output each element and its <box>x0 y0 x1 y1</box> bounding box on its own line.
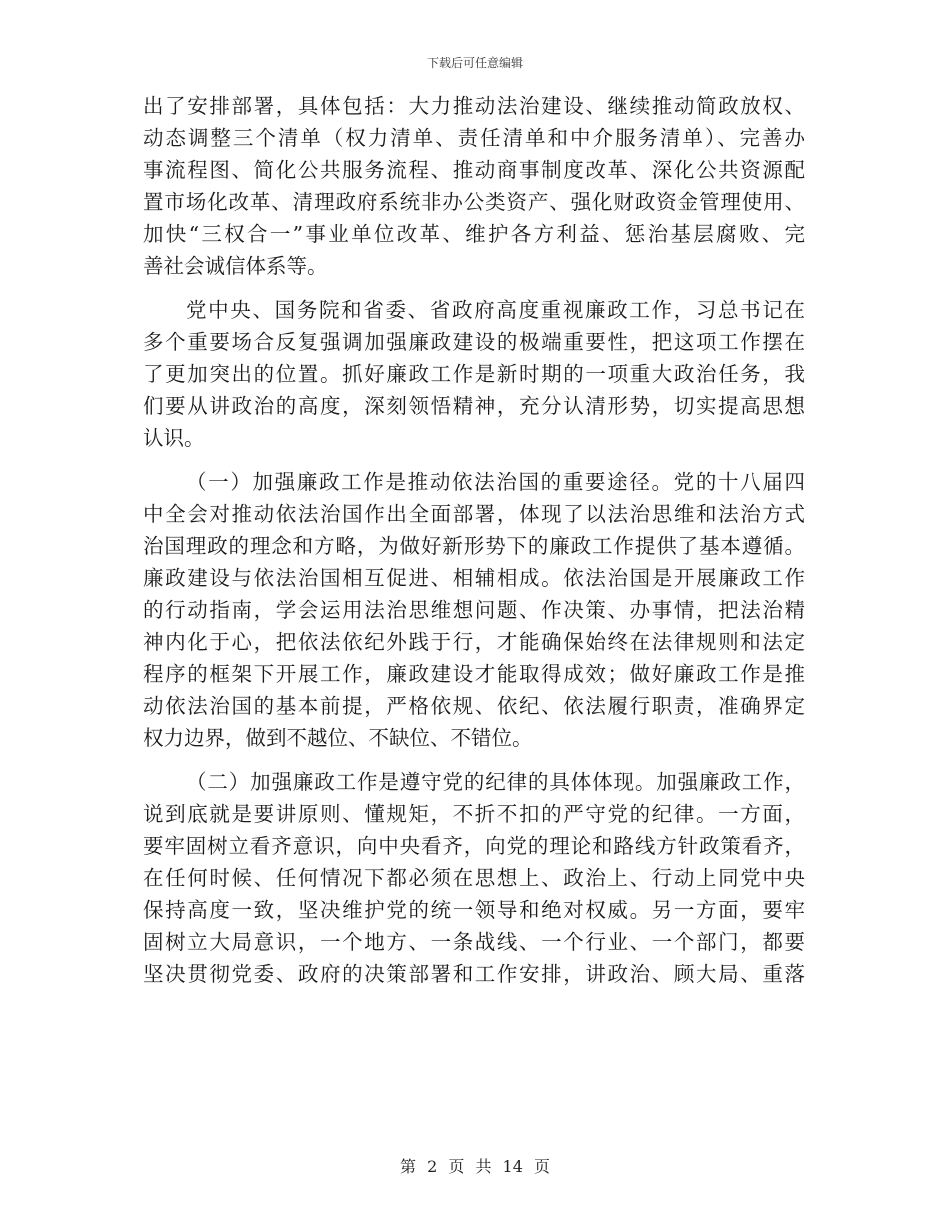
text-line: 的行动指南，学会运用法治思维想问题、作决策、办事情，把法治精 <box>143 598 805 622</box>
page-number: 第 2 页 共 14 页 <box>400 1157 550 1176</box>
text-line: 加快“三权合一”事业单位改革、维护各方利益、惩治基层腐败、完 <box>143 222 805 246</box>
text-line: 置市场化改革、清理政府系统非办公类资产、强化财政资金管理使用、 <box>143 190 805 214</box>
text-line: 治国理政的理念和方略，为做好新形势下的廉政工作提供了基本遵循。 <box>143 534 805 558</box>
page-header: 下载后可任意编辑 <box>426 56 523 70</box>
text-line: 事流程图、简化公共服务流程、推动商事制度改革、深化公共资源配 <box>143 158 805 182</box>
document-body <box>143 90 805 990</box>
text-line: 党中央、国务院和省委、省政府高度重视廉政工作，习总书记在 <box>186 298 805 322</box>
text-line: 坚决贯彻党委、政府的决策部署和工作安排，讲政治、顾大局、重落 <box>143 962 805 986</box>
text-line: 在任何时候、任何情况下都必须在思想上、政治上、行动上同党中央 <box>143 866 805 890</box>
text-line: 多个重要场合反复强调加强廉政建设的极端重要性，把这项工作摆在 <box>143 330 805 354</box>
text-line: 中全会对推动依法治国作出全面部署，体现了以法治思维和法治方式 <box>143 502 805 526</box>
text-line: （二）加强廉政工作是遵守党的纪律的具体体现。加强廉政工作， <box>186 770 805 794</box>
text-line: 们要从讲政治的高度，深刻领悟精神，充分认清形势，切实提高思想 <box>143 394 805 418</box>
text-line: 说到底就是要讲原则、懂规矩，不折不扣的严守党的纪律。一方面， <box>143 802 805 826</box>
text-line: 要牢固树立看齐意识，向中央看齐，向党的理论和路线方针政策看齐， <box>143 834 805 858</box>
text-line: 神内化于心，把依法依纪外践于行，才能确保始终在法律规则和法定 <box>143 630 805 654</box>
text-line: 出了安排部署，具体包括：大力推动法治建设、继续推动简政放权、 <box>143 94 805 118</box>
text-line: 廉政建设与依法治国相互促进、相辅相成。依法治国是开展廉政工作 <box>143 566 805 590</box>
text-line: 善社会诚信体系等。 <box>143 254 328 278</box>
text-line: 动态调整三个清单（权力清单、责任清单和中介服务清单）、完善办 <box>143 126 805 150</box>
text-line: 认识。 <box>143 426 205 450</box>
paragraph <box>143 294 805 454</box>
text-line: 了更加突出的位置。抓好廉政工作是新时期的一项重大政治任务，我 <box>143 362 805 386</box>
text-line: 保持高度一致，坚决维护党的统一领导和绝对权威。另一方面，要牢 <box>143 898 805 922</box>
text-line: 权力边界，做到不越位、不缺位、不错位。 <box>143 726 533 750</box>
text-line: 固树立大局意识，一个地方、一条战线、一个行业、一个部门，都要 <box>143 930 805 954</box>
paragraph <box>143 466 805 754</box>
text-line: （一）加强廉政工作是推动依法治国的重要途径。党的十八届四 <box>186 470 805 494</box>
text-line: 程序的框架下开展工作，廉政建设才能取得成效；做好廉政工作是推 <box>143 662 805 686</box>
paragraph <box>143 766 805 990</box>
text-line: 动依法治国的基本前提，严格依规、依纪、依法履行职责，准确界定 <box>143 694 805 718</box>
paragraph <box>143 90 805 282</box>
